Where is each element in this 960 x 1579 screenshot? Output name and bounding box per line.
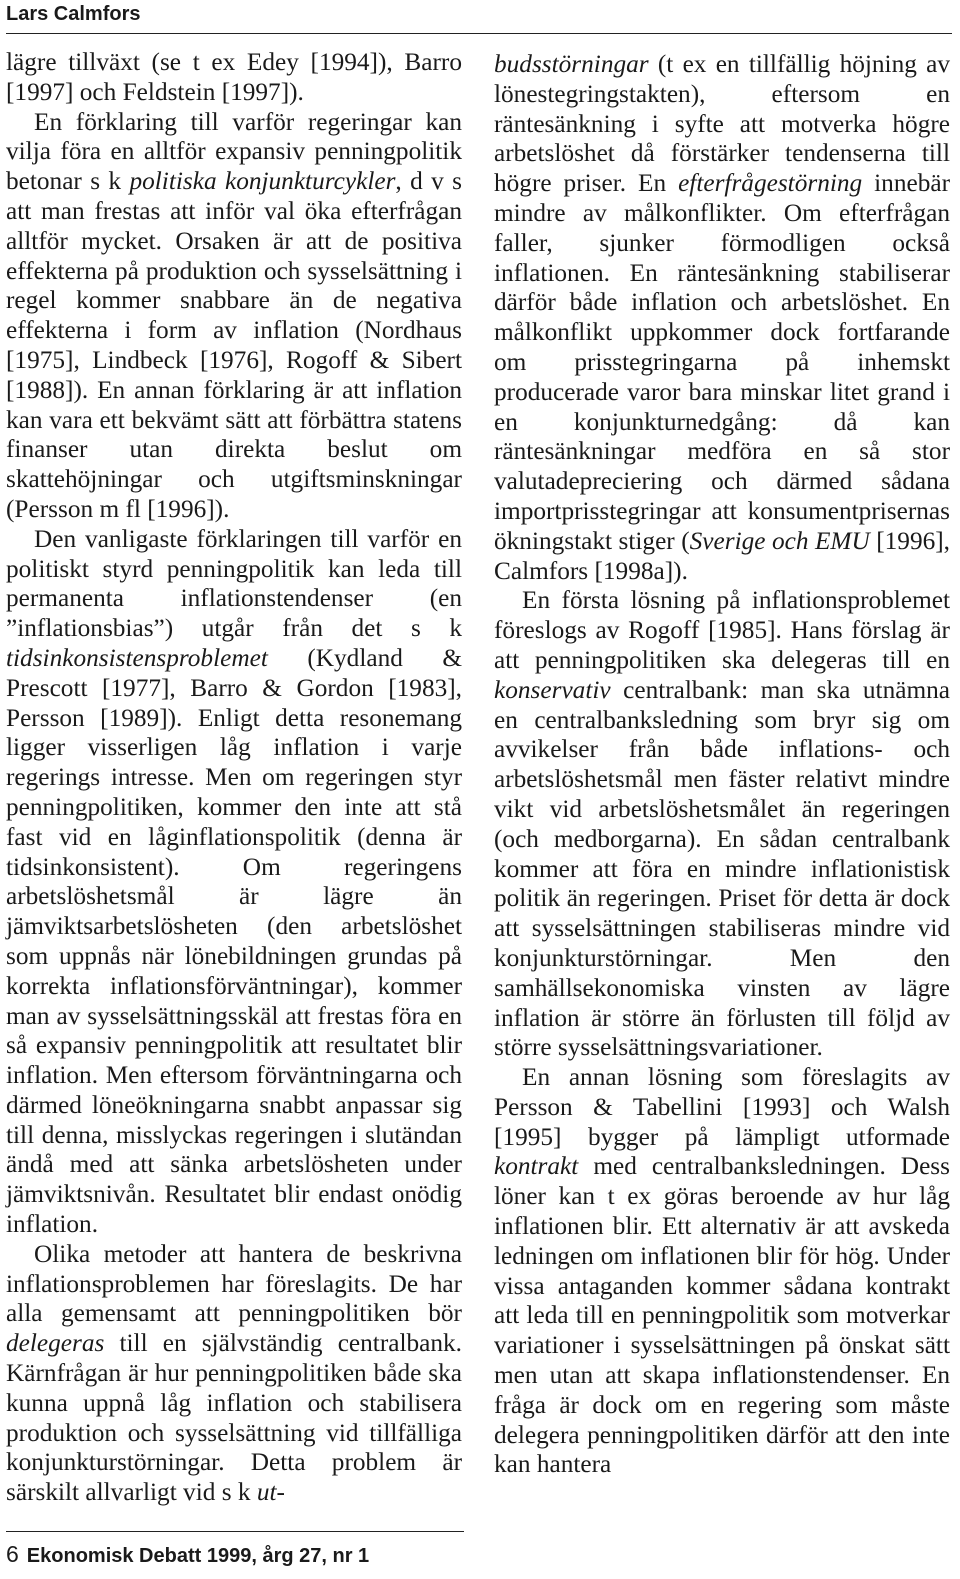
paragraph-time-inconsistency: Den vanligaste förklaringen till varför en politiskt styrd penningpolitik kan leda till permanenta inflationstendenser (en ”inflationsbias”) utgår från det s k tidsinkonsistensproblemet (Kydland & Prescott [1977], Barro & Gordon [1983], Persson [1989]). Enligt detta resonemang ligger visserligen låg inflation i varje regerings intresse. Men om regeringen styr penningpolitiken, kommer den inte att stå fast vid en låginflationspolitik (denna är tidsinkonsistent). Om regeringens arbetslöshetsmål är lägre än jämviktsarbetslösheten (den arbetslöshet som uppnås när lönebildningen grundas på korrekta inflationsförväntningar), kommer man av sysselsättningsskäl att frestas föra en så expansiv penningpolitik att resultatet blir inflation. Men eftersom förväntningarna och därmed löneökningarna snabbt anpassar sig till denna, misslyckas regeringen i slutändan ändå med att sänka arbetslösheten under jämviktsnivån. Resultatet blir endast onödig inflation. [6,524,463,1239]
right-column [494,50,950,1480]
running-head-author: Lars Calmfors [6,3,141,25]
paragraph-delegation: Olika metoder att hantera de beskrivna inflationsproblemen har föreslagits. De har alla gemensamt att penningpolitiken bör delegeras till en självständig centralbank. Kärnfrågan är hur penningpolitiken både ska kunna uppnå låg inflation och stabilisera produktion och sysselsättning vid tillfälliga konjunkturstörningar. Detta problem är särskilt allvarligt vid s k ut- [6,1239,462,1507]
paragraph-intro-continued: lägre tillväxt (se t ex Edey [1994]), Barro [1997] och Feldstein [1997]). [6,48,462,106]
footer-rule [6,1531,464,1532]
paragraph-conservative-central-bank: En första lösning på inflationsproblemet föreslogs av Rogoff [1985]. Hans förslag är att penningpolitiken ska delegeras till en konservativ centralbank: man ska utnämna en centralbanksledning som bryr sig om avvikelser från både inflations- och arbetslöshetsmål men fäster relativt mindre vikt vid arbetslöshetsmålet än regeringen (och medborgarna). En sådan centralbank kommer att föra en mindre inflationistisk politik än regeringen. Priset för detta är dock att sysselsättningen stabiliseras mindre vid konjunkturstörningar. Men den samhällsekonomiska vinsten av lägre inflation är större än förlusten till följd av större sysselsättningsvariationer. [494,586,950,1062]
term-political-cycles: politiska konjunkturcykler [129,167,396,196]
term-supply-shock-end: budsstörningar [494,50,649,78]
term-supply-shock-start: ut- [256,1478,285,1507]
term-conservative: konservativ [494,675,611,704]
term-contract: kontrakt [494,1152,579,1181]
journal-citation: Ekonomisk Debatt 1999, årg 27, nr 1 [26,1545,370,1567]
term-sverige-och-emu: Sverige och EMU [689,526,870,555]
paragraph-contracts: En annan lösning som föreslagits av Persson & Tabellini [1993] och Walsh [1995] bygger på lämpligt utformade kontrakt med centralbanksledningen. Dess löner kan t ex göras beroende av hur låg inflationen blir. Ett alternativ är att avskeda ledningen om inflationen blir för hög. Under vissa antaganden kommer sådana kontrakt att leda till en penningpolitik som motverkar variationer i sysselsättningen på önskat sätt men utan att skapa inflationstendenser. En fråga är dock om en regering som måste delegera penningpolitiken därför att den inte kan hantera [494,1063,950,1479]
term-delegate: delegeras [6,1329,105,1358]
page-footer [6,1540,369,1570]
header-rule [6,33,952,34]
left-column [6,48,462,1508]
paragraph-political-cycles: En förklaring till varför regeringar kan vilja föra en alltför expansiv penningpolitik betonar s k politiska konjunkturcykler, d v s att man frestas att inför val öka efterfrågan alltför mycket. Orsaken är att de positiva effekterna på produktion och sysselsättning i regel kommer snabbare än de negativa effekterna i form av inflation (Nordhaus [1975], Lindbeck [1976], Rogoff & Sibert [1988]). En annan förklaring är att inflation kan vara ett bekvämt sätt att förbättra statens finanser utan direkta beslut om skattehöjningar och utgiftsminskningar (Persson m fl [1996]). [6,107,462,523]
term-demand-shock: efterfrågestörning [678,169,863,198]
page-number: 6 [6,1541,19,1567]
paragraph-supply-demand-shocks: budsstörningar (t ex en tillfällig höjning av lönestegringstakten), eftersom en räntesänkning i syfte att motverka högre arbetslöshet då förstärker tendenserna till högre priser. En efterfrågestörning innebär mindre av målkonflikter. Om efterfrågan faller, sjunker förmodligen också inflationen. En räntesänkning stabiliserar därför både inflation och arbetslöshet. En målkonflikt uppkommer dock fortfarande om prisstegringarna på inhemskt producerade varor bara minskar litet grand i en konjunkturnedgång: då kan räntesänkningar medföra en så stor valutadepreciering och därmed sådana importprisstegringar att konsumentprisernas ökningstakt stiger (Sverige och EMU [1996], Calmfors [1998a]). [494,50,951,585]
term-time-inconsistency: tidsinkonsistensproblemet [6,643,268,672]
